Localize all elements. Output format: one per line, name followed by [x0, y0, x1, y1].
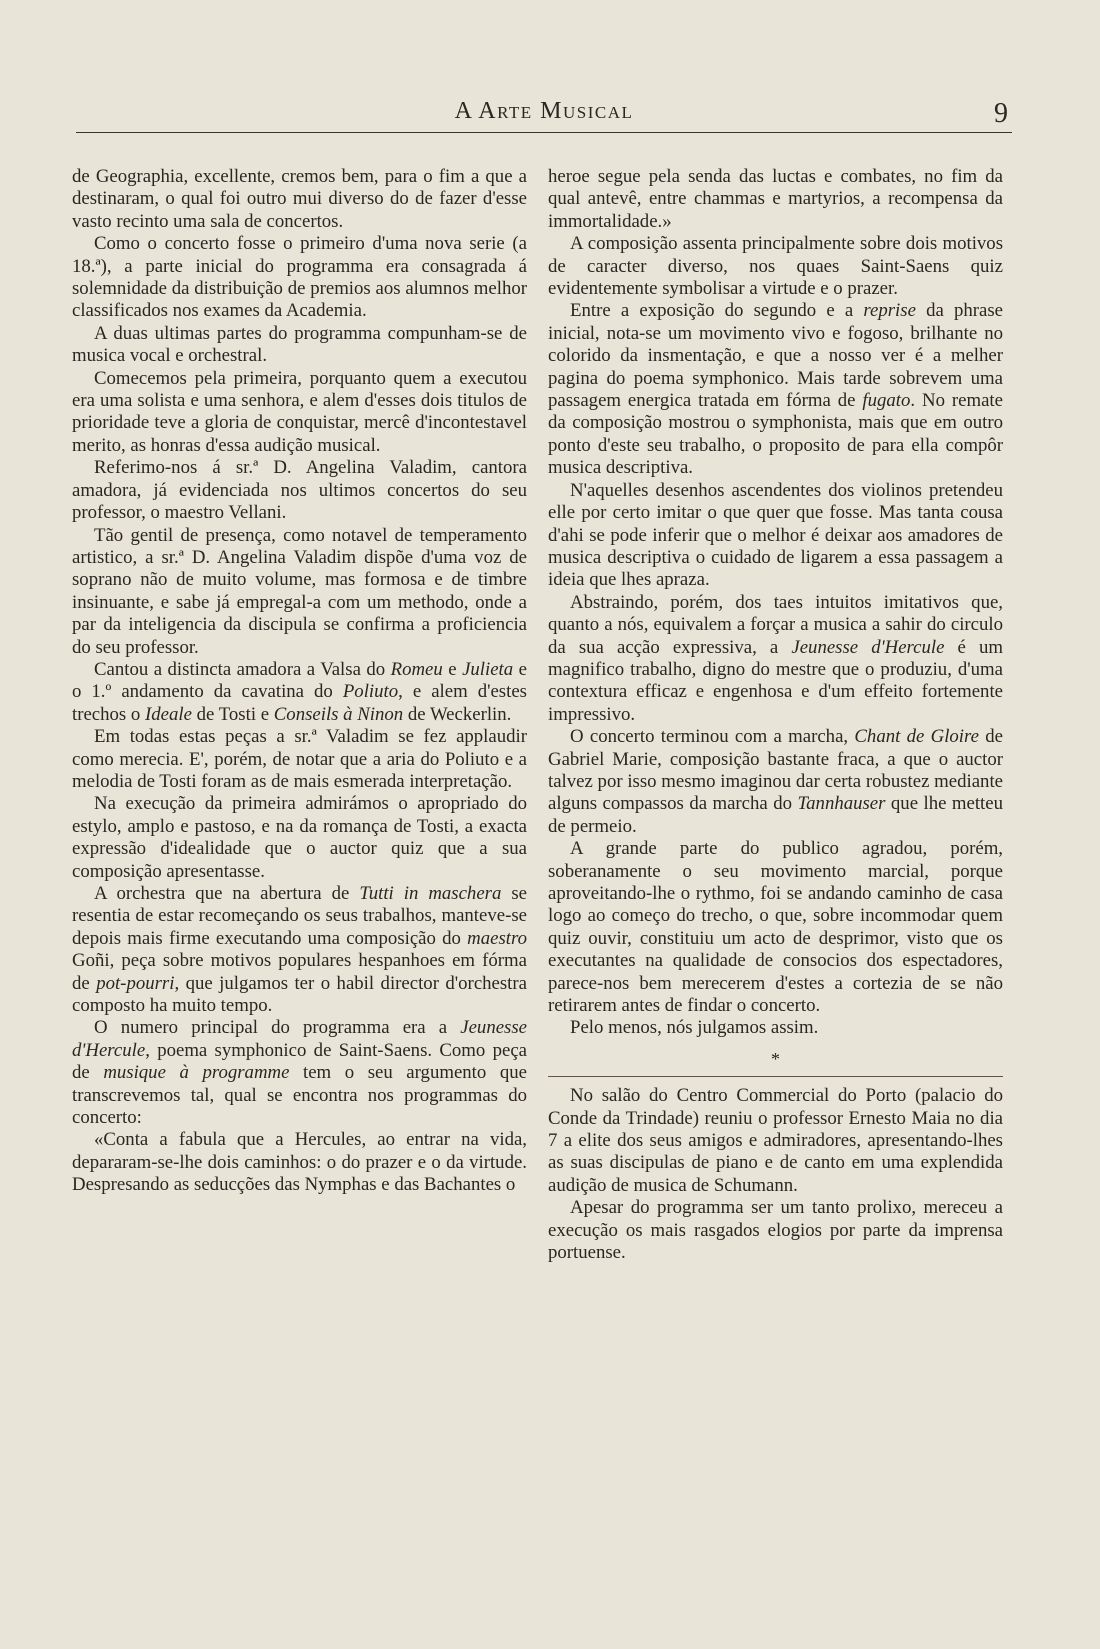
paragraph: No salão do Centro Commercial do Porto (palacio do Conde da Trindade) reuniu o professor Ernesto Maia no dia 7 a elite dos seus amigos e admiradores, apresentando-lhes as suas discipulas de piano e de canto em uma explendida audição de musica de Schumann. — [548, 1085, 1003, 1196]
paragraph: Pelo menos, nós julgamos assim. — [570, 1017, 819, 1039]
right-column-article-end — [548, 166, 1003, 1040]
page-header — [76, 96, 1012, 136]
page-number: 9 — [994, 98, 1008, 129]
journal-title: A Arte Musical — [454, 98, 634, 124]
paragraph: de Geographia, excellente, cremos bem, para o fim a que a destinaram, o qual foi outro mui diverso do de fazer d'esse vasto recinto uma sala de concertos. — [72, 166, 527, 232]
section-rule — [548, 1076, 1003, 1077]
right-column — [548, 166, 1003, 1265]
paragraph: Tão gentil de presença, como notavel de temperamento artistico, a sr.ª D. Angelina Valadim dispõe d'uma voz de soprano não de muito volume, mas formosa e de timbre insinuante, e sabe já empregal-a com um methodo, onde a par da inteligencia da discipula se confirma a proficiencia do seu professor. — [72, 524, 527, 658]
right-column-new-article — [548, 1085, 1003, 1264]
paragraph: A duas ultimas partes do programma compunham-se de musica vocal e orchestral. — [72, 322, 527, 367]
section-separator-asterisk: * — [771, 1048, 780, 1069]
paragraph: A orchestra que na abertura de Tutti in maschera se resentia de estar recomeçando os seus trabalhos, manteve-se depois mais firme executando uma composição do maestro Goñi, peça sobre motivos populares hespanhoes em fórma de pot-pourri, que julgamos ter o habil director d'orchestra composto ha muito tempo. — [72, 883, 527, 1017]
paragraph: heroe segue pela senda das luctas e combates, no fim da qual antevê, entre chammas e martyrios, a recompensa da immortalidade.» — [548, 166, 1003, 232]
paragraph: Abstraindo, porém, dos taes intuitos imitativos que, quanto a nós, equivalem a forçar a musica a sahir do circulo da sua acção expressiva, a Jeunesse d'Hercule é um magnifico trabalho, digno do mestre que o produziu, d'uma contextura efficaz e engenhosa e d'um effeito fortemente impressivo. — [548, 591, 1003, 725]
paragraph: Na execução da primeira admirámos o apropriado do estylo, amplo e pastoso, e na da romança de Tosti, a exacta expressão d'idealidade que o auctor quiz que a sua composição apresentasse. — [72, 793, 527, 882]
header-rule — [76, 132, 1012, 133]
paragraph: O numero principal do programma era a Jeunesse d'Hercule, poema symphonico de Saint-Saens. Como peça de musique à programme tem o seu argumento que transcrevemos tal, qual se encontra nos programmas do concerto: — [72, 1017, 527, 1129]
paragraph: Cantou a distincta amadora a Valsa do Romeu e Julieta e o 1.º andamento da cavatina do Poliuto, e alem d'estes trechos o Ideale de Tosti e Conseils à Ninon de Weckerlin. — [72, 658, 527, 725]
paragraph: Referimo-nos á sr.ª D. Angelina Valadim, cantora amadora, já evidenciada nos ultimos concertos do seu professor, o maestro Vellani. — [72, 457, 527, 524]
paragraph: «Conta a fabula que a Hercules, ao entrar na vida, depararam-se-lhe dois caminhos: o do prazer e o da virtude. Despresando as seducções das Nymphas e das Bachantes o — [72, 1129, 527, 1196]
paragraph: Comecemos pela primeira, porquanto quem a executou era uma solista e uma senhora, e alem d'esses dois titulos de prioridade teve a gloria de conquistar, mercê d'incontestavel merito, as honras d'essa audição musical. — [72, 367, 527, 456]
paragraph: Apesar do programma ser um tanto prolixo, mereceu a execução os mais rasgados elogios por parte da imprensa portuense. — [548, 1197, 1003, 1264]
paragraph: O concerto terminou com a marcha, Chant de Gloire de Gabriel Marie, composição bastante fraca, a que o auctor talvez por isso mesmo imaginou dar certa robustez mediante alguns compassos da marcha do Tannhauser que lhe metteu de permeio. — [548, 726, 1004, 837]
paragraph: Em todas estas peças a sr.ª Valadim se fez applaudir como merecia. E', porém, de notar que a aria do Poliuto e a melodia de Tosti foram as de mais esmerada interpretação. — [72, 726, 527, 792]
paragraph: Como o concerto fosse o primeiro d'uma nova serie (a 18.ª), a parte inicial do programma era consagrada á solemnidade da distribuição de premios aos alumnos melhor classificados nos exames da Academia. — [72, 233, 527, 322]
paragraph: Entre a exposição do segundo e a reprise da phrase inicial, nota-se um movimento vivo e fogoso, brilhante no colorido da insmentação, e que a nosso ver é a melher pagina do poema symphonico. Mais tarde sobrevem uma passagem energica tratada em fórma de fugato. No remate da composição mostrou o symphonista, mais que em outro ponto d'este seu trabalho, o proposito de para ella compôr musica descriptiva. — [548, 300, 1003, 479]
paragraph: N'aquelles desenhos ascendentes dos violinos pretendeu elle por certo imitar o que quer que fosse. Mas tanta cousa d'ahi se pode inferir que o melhor é deixar aos amadores de musica descriptiva o cuidado de ligarem a essa passagem a ideia que lhes apraza. — [548, 479, 1003, 591]
left-column — [72, 166, 527, 1197]
paragraph: A grande parte do publico agradou, porém, soberanamente o seu movimento marcial, porque aproveitando-lhe o rythmo, foi se andando caminho de casa logo ao começo do trecho, o que, sobre incommodar quem quiz ouvir, constituiu um acto de desprimor, visto que os executantes na qualidade de consocios dos espectadores, parece-nos bem merecerem d'estes a cortezia de se não retirarem antes de findar o concerto. — [548, 838, 1003, 1017]
paragraph: A composição assenta principalmente sobre dois motivos de caracter diverso, nos quaes Saint-Saens quiz evidentemente symbolisar a virtude e o prazer. — [548, 233, 1003, 300]
